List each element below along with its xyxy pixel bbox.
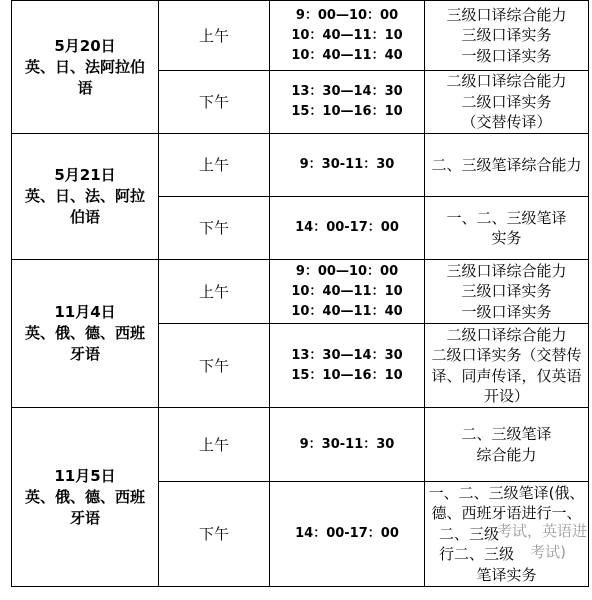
overlapping-faded-text: [467, 521, 587, 562]
time-slot: 15：10—16：10: [291, 367, 403, 383]
time-cell: [270, 260, 425, 324]
period-cell: 上午: [159, 408, 270, 482]
time-slot: 10：40—11：10: [291, 283, 403, 299]
subject-line: 一、二、三级笔译: [446, 208, 567, 227]
time-cell: [270, 71, 425, 134]
subject-line: 笔译实务: [476, 565, 537, 584]
subject-line: 综合能力: [476, 445, 537, 464]
subject-cell: [425, 482, 589, 587]
subject-line: 一级口译实务: [461, 46, 552, 65]
time-slot: 9：00—10：00: [295, 7, 399, 23]
time-slot: 14：00-17：00: [295, 220, 399, 235]
subject-cell: [425, 260, 589, 324]
exam-schedule-table: [11, 0, 589, 587]
subject-line: 二、三级笔译综合能力: [431, 155, 582, 174]
overlay-line: 考试，英语进: [497, 522, 588, 540]
subject-line: 二、三级: [439, 524, 500, 543]
time-cell: [270, 1, 425, 71]
time-cell: [270, 482, 425, 587]
languages-line: 英、日、法、阿拉: [24, 187, 145, 205]
subject-line: 德、西班牙语进行一、: [431, 504, 582, 523]
overlay-line: 考试): [530, 542, 566, 561]
exam-date: 5月20日: [54, 36, 116, 55]
languages-line: 英、俄、德、西班: [24, 487, 145, 506]
time-slot: 9：30-11：30: [299, 436, 395, 452]
time-slot: 14：00-17：00: [295, 526, 399, 541]
subject-cell: [425, 408, 589, 482]
exam-date: 11月5日: [54, 466, 116, 485]
exam-date: 11月4日: [54, 303, 116, 321]
subject-line: 实务: [491, 229, 522, 247]
subject-line: 一级口译实务: [461, 302, 552, 321]
languages-line: 牙语: [69, 508, 100, 527]
period-cell: 上午: [159, 260, 270, 324]
period-cell: 下午: [159, 324, 270, 408]
date-cell: [12, 260, 159, 408]
subject-line: 行二、三级: [439, 545, 515, 564]
subject-line: 二、三级笔译: [461, 425, 552, 443]
subject-line: （交替传译）: [461, 113, 552, 132]
subject-line: 二级口译实务（交替传: [431, 346, 582, 364]
subject-line: 二级口译实务: [461, 92, 552, 111]
time-cell: [270, 408, 425, 482]
date-cell: [12, 408, 159, 587]
time-slot: 10：40—11：10: [291, 27, 403, 43]
languages-line: 牙语: [69, 345, 100, 363]
languages-line: 伯语: [69, 208, 100, 226]
period-cell: 下午: [159, 71, 270, 134]
subject-line: 开设）: [483, 387, 529, 405]
subject-line: 三级口译综合能力: [446, 5, 567, 24]
subject-line: 三级口译实务: [461, 282, 552, 301]
subject-line: 译、同声传译，仅英语: [431, 366, 582, 385]
table-row: [12, 260, 589, 324]
time-slot: 10：40—11：40: [291, 303, 403, 319]
subject-line: 三级口译综合能力: [446, 261, 567, 280]
subject-cell: [425, 1, 589, 71]
date-cell: [12, 134, 159, 260]
time-cell: [270, 197, 425, 260]
subject-line: 三级口译实务: [461, 26, 552, 45]
time-slot: 13：30—14：30: [291, 84, 403, 99]
languages-line: 语: [77, 78, 93, 97]
period-cell: 上午: [159, 134, 270, 197]
languages-line: 英、俄、德、西班: [24, 324, 145, 342]
period-cell: 上午: [159, 1, 270, 71]
subject-cell: [425, 134, 589, 197]
time-slot: 9：30-11：30: [299, 157, 395, 172]
subject-cell: [425, 197, 589, 260]
languages-line: 英、日、法阿拉伯: [24, 57, 145, 76]
time-cell: [270, 324, 425, 408]
subject-line: 二级口译综合能力: [446, 72, 567, 91]
time-slot: 10：40—11：40: [291, 47, 403, 63]
table-row: [12, 1, 589, 71]
subject-cell: [425, 71, 589, 134]
time-slot: 9：00—10：00: [295, 263, 399, 279]
time-slot: 13：30—14：30: [291, 347, 403, 363]
exam-date: 5月21日: [54, 166, 116, 184]
date-cell: [12, 1, 159, 134]
period-cell: 下午: [159, 482, 270, 587]
table-row: [12, 134, 589, 197]
subject-line: 二级口译综合能力: [446, 325, 567, 344]
period-cell: 下午: [159, 197, 270, 260]
table-row: [12, 408, 589, 482]
time-slot: 15：10—16：10: [291, 104, 403, 119]
subject-cell: [425, 324, 589, 408]
subject-line: 一、二、三级笔译(俄、: [428, 483, 585, 502]
time-cell: [270, 134, 425, 197]
